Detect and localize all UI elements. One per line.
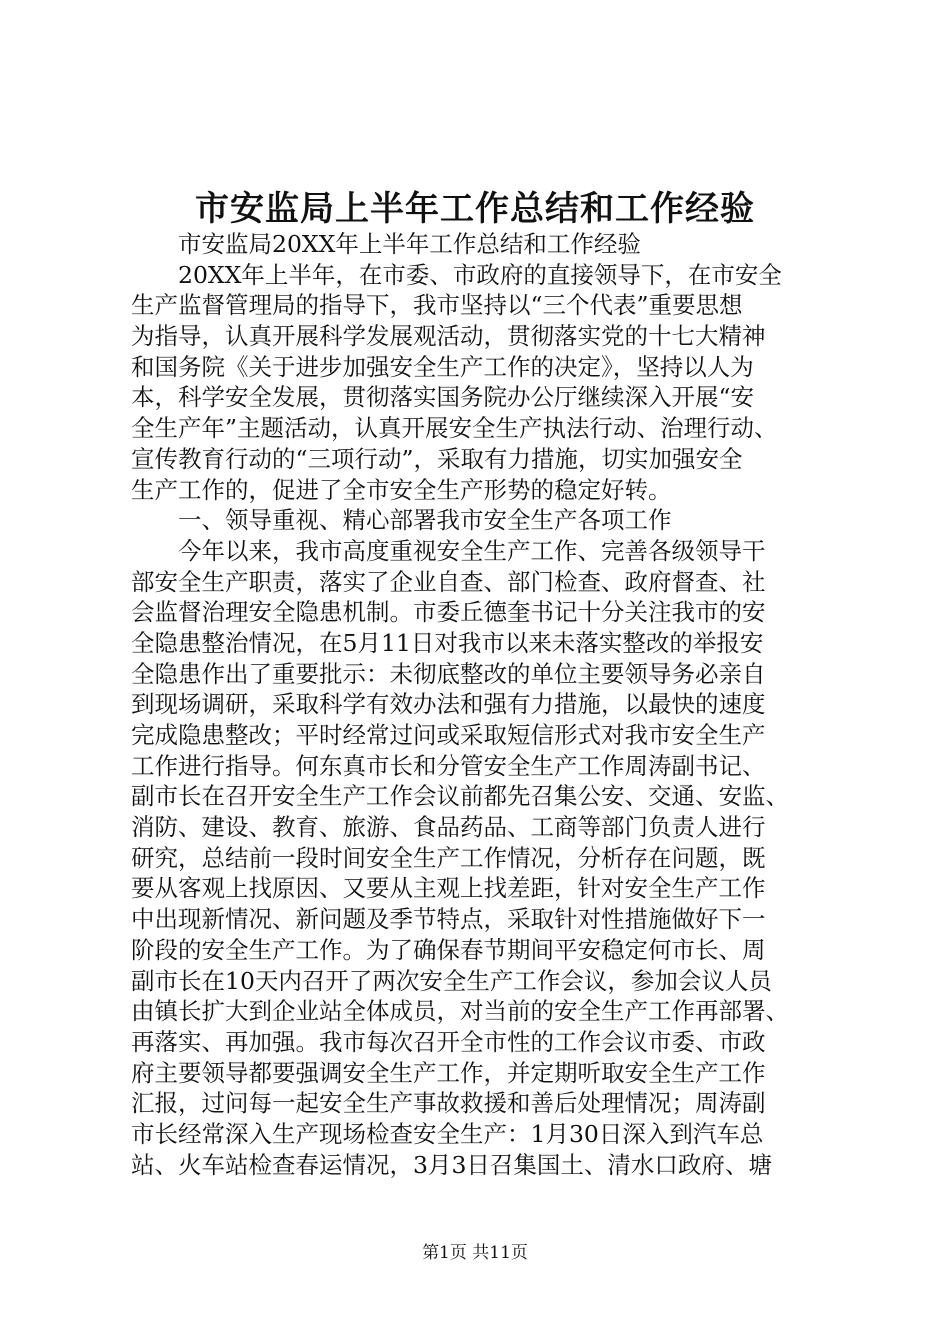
paragraph-line: 全隐患整治情况，在5月11日对我市以来未落实整改的举报安 [131,628,764,657]
paragraph-line: 由镇长扩大到企业站全体成员，对当前的安全生产工作再部署、 [131,997,789,1026]
paragraph-line: 生产工作的，促进了全市安全生产形势的稳定好转。 [131,475,672,504]
paragraph-line: 和国务院《关于进步加强安全生产工作的决定》，坚持以人为 [131,352,754,381]
paragraph-line: 生产监督管理局的指导下，我市坚持以“三个代表”重要思想 [131,291,743,320]
paragraph-line: 汇报，过问每一起安全生产事故救援和善后处理情况；周涛副 [131,1089,766,1118]
document-title: 市安监局上半年工作总结和工作经验 [195,189,755,229]
paragraph-line: 全生产年”主题活动，认真开展安全生产执法行动、治理行动、 [131,414,778,443]
paragraph-line: 再落实、再加强。我市每次召开全市性的工作会议市委、市政 [131,1027,766,1056]
paragraph-line: 到现场调研，采取科学有效办法和强有力措施，以最快的速度 [131,690,766,719]
paragraph-line: 今年以来，我市高度重视安全生产工作、完善各级领导干 [178,536,766,565]
paragraph-line: 全隐患作出了重要批示：未彻底整改的单位主要领导务必亲自 [131,659,766,688]
section-heading: 一、领导重视、精心部署我市安全生产各项工作 [178,506,672,535]
paragraph-line: 工作进行指导。何东真市长和分管安全生产工作周涛副书记、 [131,751,766,780]
paragraph-line: 副市长在10天内召开了两次安全生产工作会议，参加会议人员 [131,966,772,995]
paragraph-line: 消防、建设、教育、旅游、食品药品、工商等部门负责人进行 [131,813,766,842]
paragraph-line: 站、火车站检查春运情况，3月3日召集国土、清水口政府、塘 [131,1150,772,1179]
paragraph-line: 市长经常深入生产现场检查安全生产：1月30日深入到汽车总 [131,1119,764,1148]
subtitle-line: 市安监局20XX年上半年工作总结和工作经验 [178,230,641,258]
paragraph-line: 本，科学安全发展，贯彻落实国务院办公厅继续深入开展“安 [131,383,755,412]
paragraph-line: 阶段的安全生产工作。为了确保春节期间平安稳定何市长、周 [131,935,766,964]
paragraph-line: 研究，总结前一段时间安全生产工作情况，分析存在问题，既 [131,843,766,872]
paragraph-line: 会监督治理安全隐患机制。市委丘德奎书记十分关注我市的安 [131,598,766,627]
paragraph-line: 部安全生产职责，落实了企业自查、部门检查、政府督查、社 [131,567,766,596]
paragraph-line: 20XX年上半年，在市委、市政府的直接领导下，在市安全 [178,260,782,289]
paragraph-line: 为指导，认真开展科学发展观活动，贯彻落实党的十七大精神 [131,322,766,351]
paragraph-line: 要从客观上找原因、又要从主观上找差距，针对安全生产工作 [131,874,766,903]
paragraph-line: 府主要领导都要强调安全生产工作，并定期听取安全生产工作 [131,1058,766,1087]
paragraph-line: 完成隐患整改；平时经常过问或采取短信形式对我市安全生产 [131,721,766,749]
page-number-footer: 第1页 共11页 [422,1243,528,1263]
document-body [131,229,831,1180]
paragraph-line: 宣传教育行动的“三项行动”，采取有力措施，切实加强安全 [131,444,743,473]
paragraph-line: 副市长在召开安全生产工作会议前都先召集公安、交通、安监、 [131,782,789,811]
paragraph-line: 中出现新情况、新问题及季节特点，采取针对性措施做好下一 [131,905,766,934]
